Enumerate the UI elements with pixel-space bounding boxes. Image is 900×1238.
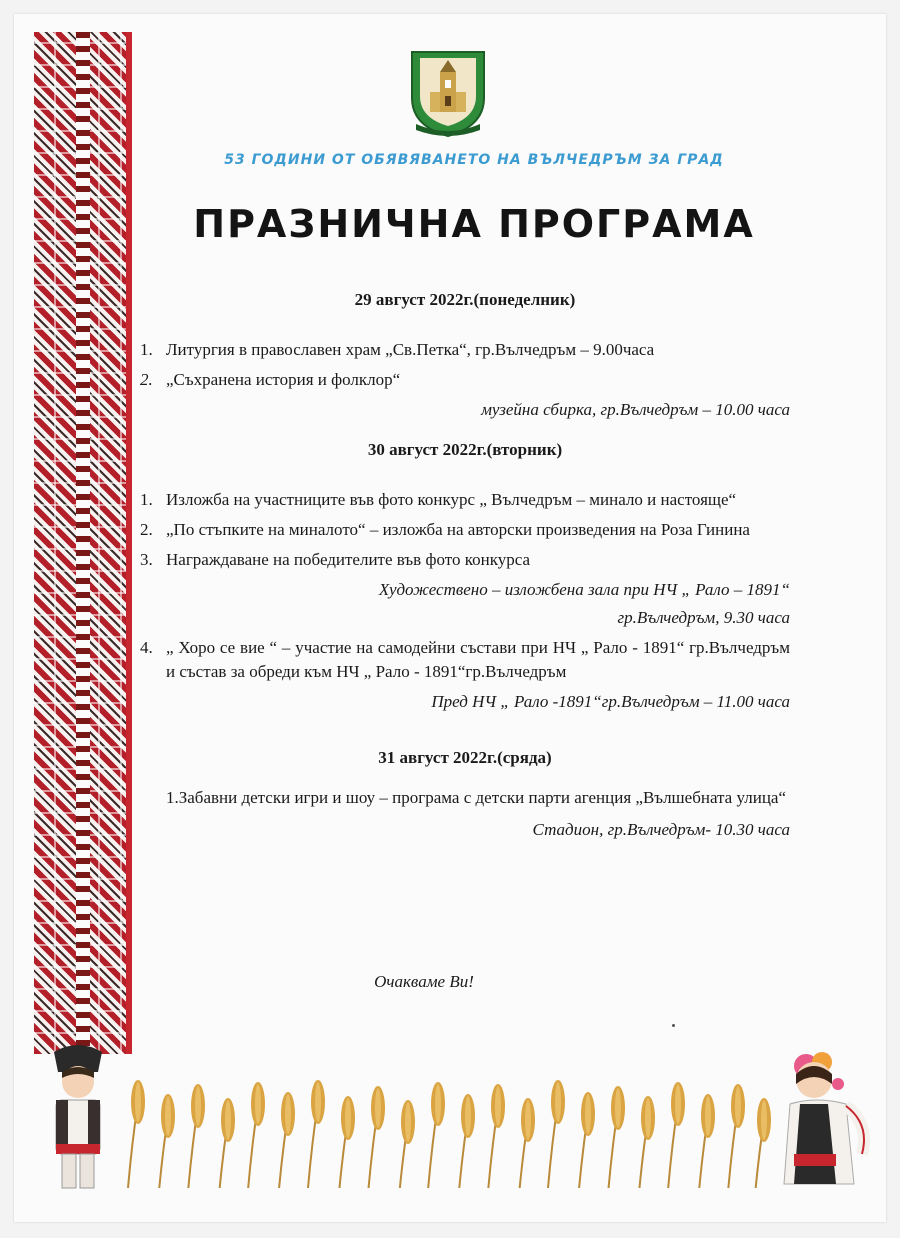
day2-item-1 [140,488,790,512]
municipal-crest-icon [406,46,490,140]
item-number: 4. [140,638,153,657]
item-number: 3. [140,550,153,569]
day3-heading: 31 август 2022г.(сряда) [378,748,552,767]
item-text: Награждаване на победителите във фото конкурса [166,550,531,569]
day2-item-4 [140,636,790,684]
day3-location: Стадион, гр.Вълчедръм- 10.30 часа [532,820,790,839]
day2-item-2 [140,518,790,542]
day2-heading: 30 август 2022г.(вторник) [367,440,563,459]
day2-location-1a: Художествено – изложбена зала при НЧ „ Рало – 1891“ [378,580,790,599]
anniversary-subtitle: 53 ГОДИНИ ОТ ОБЯВЯВАНЕТО НА ВЪЛЧЕДРЪМ ЗА ГРАД [224,152,724,168]
item-number: 2. [140,370,153,389]
day2-location-1b: гр.Вълчедръм, 9.30 часа [617,608,790,627]
wheat-ears-decoration [118,1072,774,1188]
item-text: „ Хоро се вие “ – участие на самодейни състави при НЧ „ Рало - 1891“ гр.Вълчедръм и състав за обреди към НЧ „ Рало - 1891“гр.Вълчедръм [166,638,790,681]
day3-item-1 [140,786,790,810]
item-text: Литургия в православен храм „Св.Петка“, гр.Вълчедръм – 9.00часа [166,340,655,359]
folk-boy-illustration [36,1042,120,1192]
program-content [140,288,790,842]
day2-location-2: Пред НЧ „ Рало -1891“гр.Вълчедръм – 11.00 часа [431,692,790,711]
item-number: 1. [140,340,153,359]
item-text: „По стъпките на миналото“ – изложба на авторски произведения на Роза Гинина [166,520,750,539]
item-number: 2. [140,520,153,539]
poster-page [14,14,886,1222]
speck [672,1024,675,1027]
day1-heading: 29 август 2022г.(понеделник) [354,290,576,309]
day1-item-1 [140,338,790,362]
item-text: „Съхранена история и фолклор“ [166,370,401,389]
day1-location: музейна сбирка, гр.Вълчедръм – 10.00 часа [481,400,790,419]
item-number: 1. [140,490,153,509]
item-text: Изложба на участниците във фото конкурс „ Вълчедръм – минало и настояще“ [166,490,737,509]
folk-girl-illustration [766,1044,878,1190]
day2-item-3 [140,548,790,572]
program-title: ПРАЗНИЧНА ПРОГРАМА [193,202,755,246]
day1-item-2 [140,368,790,392]
closing-text: Очакваме Ви! [374,972,474,991]
item-text: 1.Забавни детски игри и шоу – програма с детски парти агенция „Вълшебната улица“ [166,788,787,807]
embroidery-border [34,32,132,1054]
